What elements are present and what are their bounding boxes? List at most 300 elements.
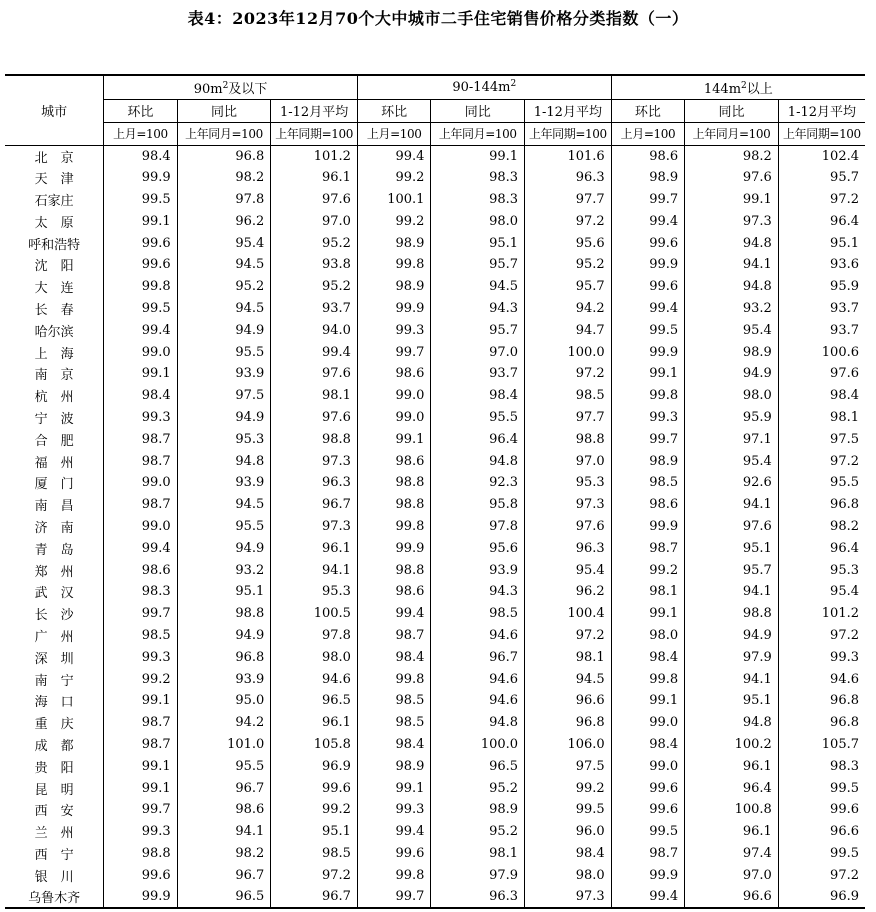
index-value: 99.1 <box>104 777 178 799</box>
index-value: 98.9 <box>685 341 779 363</box>
table-row <box>5 189 865 211</box>
index-value: 98.4 <box>104 145 178 167</box>
index-value: 96.4 <box>431 428 525 450</box>
index-value: 96.2 <box>177 210 271 232</box>
index-value: 96.1 <box>271 537 358 559</box>
index-value: 99.0 <box>357 407 431 429</box>
index-value: 95.4 <box>685 319 779 341</box>
table-row <box>5 712 865 734</box>
index-value: 93.6 <box>778 254 865 276</box>
index-value: 97.5 <box>778 428 865 450</box>
subcol-mom: 环比 <box>104 99 178 122</box>
index-value: 99.1 <box>104 690 178 712</box>
index-value: 99.6 <box>611 276 685 298</box>
city-name: 合 肥 <box>34 433 74 449</box>
index-value: 100.4 <box>525 603 612 625</box>
index-value: 100.1 <box>357 189 431 211</box>
index-value: 96.8 <box>778 690 865 712</box>
index-value: 93.7 <box>778 319 865 341</box>
index-value: 95.1 <box>271 821 358 843</box>
index-value: 98.4 <box>104 385 178 407</box>
table-row <box>5 668 865 690</box>
index-value: 98.0 <box>525 864 612 886</box>
index-value: 98.6 <box>357 581 431 603</box>
index-value: 97.5 <box>525 755 612 777</box>
city-name: 乌鲁木齐 <box>5 886 104 908</box>
table-row <box>5 385 865 407</box>
city-name: 郑 州 <box>34 564 74 580</box>
index-value: 99.3 <box>357 319 431 341</box>
index-value: 93.9 <box>431 559 525 581</box>
index-value: 95.6 <box>525 232 612 254</box>
index-value: 98.6 <box>611 494 685 516</box>
index-value: 95.7 <box>685 559 779 581</box>
index-value: 99.0 <box>104 516 178 538</box>
table-row <box>5 559 865 581</box>
index-value: 98.9 <box>357 276 431 298</box>
index-value: 98.7 <box>611 843 685 865</box>
city-name: 呼和浩特 <box>28 237 81 253</box>
index-value: 99.6 <box>104 254 178 276</box>
index-value: 95.9 <box>685 407 779 429</box>
index-value: 100.5 <box>271 603 358 625</box>
index-value: 99.1 <box>611 603 685 625</box>
table-row <box>5 232 865 254</box>
index-value: 93.2 <box>685 298 779 320</box>
index-value: 95.9 <box>778 276 865 298</box>
table-row <box>5 755 865 777</box>
table-row <box>5 450 865 472</box>
index-value: 99.0 <box>104 341 178 363</box>
index-value: 95.7 <box>431 319 525 341</box>
subcol-yoy: 同比 <box>431 99 525 122</box>
index-value: 95.1 <box>778 232 865 254</box>
index-value: 98.6 <box>177 799 271 821</box>
index-value: 97.6 <box>685 167 779 189</box>
index-value: 96.5 <box>431 755 525 777</box>
index-value: 94.8 <box>685 712 779 734</box>
index-value: 98.0 <box>271 646 358 668</box>
index-value: 94.9 <box>177 319 271 341</box>
index-value: 97.8 <box>177 189 271 211</box>
index-value: 95.2 <box>271 232 358 254</box>
index-value: 95.2 <box>271 276 358 298</box>
index-value: 98.1 <box>431 843 525 865</box>
index-value: 97.9 <box>685 646 779 668</box>
index-value: 94.5 <box>525 668 612 690</box>
group-header-large: $144m^2$以上 <box>611 75 865 99</box>
index-value: 99.1 <box>104 363 178 385</box>
index-value: 98.1 <box>271 385 358 407</box>
index-value: 96.8 <box>778 712 865 734</box>
index-value: 92.6 <box>685 472 779 494</box>
index-value: 98.8 <box>685 603 779 625</box>
table-row <box>5 799 865 821</box>
index-value: 99.1 <box>357 428 431 450</box>
index-value: 97.6 <box>685 516 779 538</box>
index-value: 94.1 <box>685 668 779 690</box>
city-column-header: 城市 <box>5 75 104 145</box>
index-value: 98.5 <box>611 472 685 494</box>
subcol-avg: 1-12月平均 <box>525 99 612 122</box>
index-value: 95.7 <box>525 276 612 298</box>
unit-yoy: 上年同月=100 <box>685 122 779 145</box>
table-row <box>5 821 865 843</box>
price-index-table <box>5 74 865 909</box>
index-value: 96.4 <box>778 210 865 232</box>
city-name: 北 京 <box>34 150 74 166</box>
index-value: 99.3 <box>357 799 431 821</box>
table-row <box>5 494 865 516</box>
index-value: 95.4 <box>525 559 612 581</box>
city-name: 沈 阳 <box>34 259 74 275</box>
unit-avg: 上年同期=100 <box>778 122 865 145</box>
index-value: 97.0 <box>525 450 612 472</box>
index-value: 100.2 <box>685 734 779 756</box>
index-value: 95.4 <box>685 450 779 472</box>
index-value: 98.7 <box>104 712 178 734</box>
index-value: 96.8 <box>525 712 612 734</box>
table-row <box>5 864 865 886</box>
index-value: 94.7 <box>525 319 612 341</box>
index-value: 101.6 <box>525 145 612 167</box>
index-value: 98.5 <box>431 603 525 625</box>
index-value: 101.0 <box>177 734 271 756</box>
index-value: 95.2 <box>431 821 525 843</box>
index-value: 97.3 <box>271 450 358 472</box>
index-value: 94.5 <box>177 494 271 516</box>
index-value: 96.1 <box>271 712 358 734</box>
index-value: 95.2 <box>431 777 525 799</box>
index-value: 94.6 <box>431 668 525 690</box>
index-value: 96.3 <box>271 472 358 494</box>
index-value: 99.4 <box>357 821 431 843</box>
index-value: 97.0 <box>271 210 358 232</box>
index-value: 94.6 <box>778 668 865 690</box>
table-row <box>5 319 865 341</box>
index-value: 94.5 <box>431 276 525 298</box>
index-value: 98.7 <box>104 494 178 516</box>
index-value: 98.5 <box>104 625 178 647</box>
index-value: 98.7 <box>104 450 178 472</box>
index-value: 99.6 <box>611 777 685 799</box>
subcol-yoy: 同比 <box>177 99 271 122</box>
index-value: 100.0 <box>431 734 525 756</box>
city-name: 厦 门 <box>34 477 74 493</box>
city-name: 深 圳 <box>34 651 74 667</box>
index-value: 93.9 <box>177 363 271 385</box>
index-value: 94.8 <box>431 712 525 734</box>
index-value: 98.5 <box>357 712 431 734</box>
index-value: 98.8 <box>357 494 431 516</box>
index-value: 95.2 <box>177 276 271 298</box>
city-name: 福 州 <box>34 455 74 471</box>
city-name: 重 庆 <box>34 717 74 733</box>
index-value: 97.7 <box>525 407 612 429</box>
index-value: 96.6 <box>778 821 865 843</box>
index-value: 98.7 <box>357 625 431 647</box>
index-value: 98.4 <box>778 385 865 407</box>
index-value: 98.4 <box>611 646 685 668</box>
index-value: 97.2 <box>778 450 865 472</box>
table-row <box>5 625 865 647</box>
index-value: 99.6 <box>778 799 865 821</box>
index-value: 93.7 <box>431 363 525 385</box>
index-value: 99.0 <box>104 472 178 494</box>
city-name: 杭 州 <box>34 390 74 406</box>
index-value: 95.6 <box>431 537 525 559</box>
index-value: 98.1 <box>611 581 685 603</box>
index-value: 98.6 <box>357 363 431 385</box>
index-value: 97.2 <box>778 625 865 647</box>
table-body <box>5 145 865 908</box>
index-value: 96.5 <box>271 690 358 712</box>
index-value: 98.3 <box>104 581 178 603</box>
index-value: 93.9 <box>177 668 271 690</box>
index-value: 96.3 <box>525 537 612 559</box>
table-row <box>5 276 865 298</box>
table-row <box>5 646 865 668</box>
table-row <box>5 516 865 538</box>
index-value: 94.1 <box>685 254 779 276</box>
index-value: 96.2 <box>525 581 612 603</box>
index-value: 96.6 <box>685 886 779 908</box>
index-value: 94.2 <box>525 298 612 320</box>
index-value: 96.7 <box>177 864 271 886</box>
index-value: 97.2 <box>778 189 865 211</box>
index-value: 101.2 <box>271 145 358 167</box>
index-value: 99.5 <box>778 777 865 799</box>
index-value: 94.9 <box>177 407 271 429</box>
index-value: 99.1 <box>104 755 178 777</box>
index-value: 95.4 <box>177 232 271 254</box>
index-value: 98.2 <box>778 516 865 538</box>
city-name: 兰 州 <box>34 826 74 842</box>
index-value: 100.6 <box>778 341 865 363</box>
index-value: 95.0 <box>177 690 271 712</box>
index-value: 97.3 <box>525 494 612 516</box>
subcol-avg: 1-12月平均 <box>271 99 358 122</box>
city-name: 贵 阳 <box>34 760 74 776</box>
index-value: 97.5 <box>177 385 271 407</box>
index-value: 94.6 <box>431 690 525 712</box>
index-value: 95.1 <box>685 690 779 712</box>
index-value: 98.7 <box>104 734 178 756</box>
index-value: 94.8 <box>685 276 779 298</box>
index-value: 99.7 <box>611 428 685 450</box>
index-value: 94.3 <box>431 581 525 603</box>
index-value: 99.9 <box>104 886 178 908</box>
index-value: 97.6 <box>271 189 358 211</box>
index-value: 99.1 <box>611 690 685 712</box>
index-value: 97.9 <box>431 864 525 886</box>
index-value: 96.3 <box>431 886 525 908</box>
index-value: 94.6 <box>271 668 358 690</box>
index-value: 99.1 <box>357 777 431 799</box>
index-value: 97.3 <box>685 210 779 232</box>
index-value: 97.6 <box>778 363 865 385</box>
index-value: 98.8 <box>525 428 612 450</box>
index-value: 98.3 <box>778 755 865 777</box>
index-value: 98.6 <box>611 145 685 167</box>
city-name: 大 连 <box>34 281 74 297</box>
index-value: 97.6 <box>271 363 358 385</box>
index-value: 99.9 <box>611 864 685 886</box>
index-value: 97.7 <box>525 189 612 211</box>
index-value: 99.2 <box>357 210 431 232</box>
index-value: 94.9 <box>177 537 271 559</box>
index-value: 99.4 <box>611 210 685 232</box>
index-value: 98.4 <box>357 646 431 668</box>
index-value: 98.5 <box>525 385 612 407</box>
index-value: 95.4 <box>778 581 865 603</box>
table-row <box>5 407 865 429</box>
city-name: 广 州 <box>34 629 74 645</box>
index-value: 99.9 <box>611 516 685 538</box>
index-value: 96.4 <box>685 777 779 799</box>
index-value: 105.7 <box>778 734 865 756</box>
index-value: 96.1 <box>685 821 779 843</box>
index-value: 96.8 <box>177 145 271 167</box>
index-value: 98.0 <box>431 210 525 232</box>
index-value: 99.1 <box>685 189 779 211</box>
unit-mom: 上月=100 <box>357 122 431 145</box>
index-value: 99.1 <box>611 363 685 385</box>
index-value: 97.6 <box>271 407 358 429</box>
index-value: 97.2 <box>525 363 612 385</box>
index-value: 98.1 <box>525 646 612 668</box>
index-value: 98.7 <box>104 428 178 450</box>
index-value: 95.3 <box>778 559 865 581</box>
index-value: 96.8 <box>778 494 865 516</box>
index-value: 96.7 <box>271 886 358 908</box>
unit-mom: 上月=100 <box>611 122 685 145</box>
index-value: 97.2 <box>525 625 612 647</box>
unit-yoy: 上年同月=100 <box>177 122 271 145</box>
unit-avg: 上年同期=100 <box>271 122 358 145</box>
index-value: 99.6 <box>104 864 178 886</box>
index-value: 99.8 <box>104 276 178 298</box>
table-row <box>5 428 865 450</box>
index-value: 96.7 <box>177 777 271 799</box>
city-name: 海 口 <box>34 695 74 711</box>
city-name: 南 宁 <box>34 673 74 689</box>
index-value: 99.5 <box>104 298 178 320</box>
index-value: 98.9 <box>431 799 525 821</box>
table-row <box>5 341 865 363</box>
index-value: 101.2 <box>778 603 865 625</box>
index-value: 99.6 <box>611 232 685 254</box>
index-value: 94.5 <box>177 254 271 276</box>
unit-avg: 上年同期=100 <box>525 122 612 145</box>
city-name: 昆 明 <box>34 782 74 798</box>
index-value: 99.6 <box>271 777 358 799</box>
index-value: 97.0 <box>685 864 779 886</box>
index-value: 98.8 <box>357 472 431 494</box>
index-value: 93.7 <box>271 298 358 320</box>
index-value: 99.5 <box>104 189 178 211</box>
index-value: 95.5 <box>431 407 525 429</box>
table-row <box>5 843 865 865</box>
subcol-yoy: 同比 <box>685 99 779 122</box>
index-value: 99.7 <box>357 341 431 363</box>
subcol-avg: 1-12月平均 <box>778 99 865 122</box>
index-value: 99.0 <box>357 385 431 407</box>
index-value: 94.8 <box>431 450 525 472</box>
index-value: 99.6 <box>104 232 178 254</box>
index-value: 98.1 <box>778 407 865 429</box>
table-row <box>5 363 865 385</box>
table-title: 表4：2023年12月70个大中城市二手住宅销售价格分类指数（一） <box>187 9 689 28</box>
index-value: 98.8 <box>177 603 271 625</box>
index-value: 99.7 <box>357 886 431 908</box>
index-value: 94.8 <box>177 450 271 472</box>
city-name: 银 川 <box>34 869 74 885</box>
index-value: 100.8 <box>685 799 779 821</box>
index-value: 99.3 <box>611 407 685 429</box>
index-value: 99.2 <box>357 167 431 189</box>
table-header <box>5 75 865 145</box>
index-value: 98.5 <box>357 690 431 712</box>
index-value: 95.1 <box>177 581 271 603</box>
index-value: 96.1 <box>685 755 779 777</box>
index-value: 98.9 <box>611 450 685 472</box>
city-name: 西 安 <box>34 804 74 820</box>
city-name: 南 昌 <box>34 499 74 515</box>
index-value: 102.4 <box>778 145 865 167</box>
index-value: 99.2 <box>611 559 685 581</box>
index-value: 99.5 <box>611 821 685 843</box>
index-value: 97.6 <box>525 516 612 538</box>
index-value: 96.4 <box>778 537 865 559</box>
index-value: 99.4 <box>271 341 358 363</box>
city-name: 石家庄 <box>34 193 74 209</box>
index-value: 94.0 <box>271 319 358 341</box>
index-value: 94.3 <box>431 298 525 320</box>
index-value: 99.9 <box>357 298 431 320</box>
index-value: 99.6 <box>357 843 431 865</box>
city-name: 长 沙 <box>34 608 74 624</box>
index-value: 95.5 <box>177 516 271 538</box>
index-value: 99.5 <box>611 319 685 341</box>
index-value: 95.5 <box>177 341 271 363</box>
index-value: 99.4 <box>357 603 431 625</box>
table-row <box>5 145 865 167</box>
index-value: 98.4 <box>431 385 525 407</box>
index-value: 99.9 <box>611 254 685 276</box>
index-value: 98.8 <box>271 428 358 450</box>
index-value: 95.7 <box>431 254 525 276</box>
index-value: 97.2 <box>778 864 865 886</box>
index-value: 99.3 <box>104 407 178 429</box>
index-value: 98.8 <box>104 843 178 865</box>
index-value: 99.4 <box>611 298 685 320</box>
table-row <box>5 537 865 559</box>
index-value: 99.8 <box>357 516 431 538</box>
city-name: 济 南 <box>34 520 74 536</box>
index-value: 97.3 <box>525 886 612 908</box>
index-value: 96.6 <box>525 690 612 712</box>
index-value: 93.2 <box>177 559 271 581</box>
index-value: 97.1 <box>685 428 779 450</box>
subcol-mom: 环比 <box>611 99 685 122</box>
table-row <box>5 734 865 756</box>
index-value: 98.4 <box>525 843 612 865</box>
index-value: 97.4 <box>685 843 779 865</box>
index-value: 98.9 <box>357 232 431 254</box>
index-value: 99.0 <box>611 712 685 734</box>
index-value: 99.3 <box>104 821 178 843</box>
